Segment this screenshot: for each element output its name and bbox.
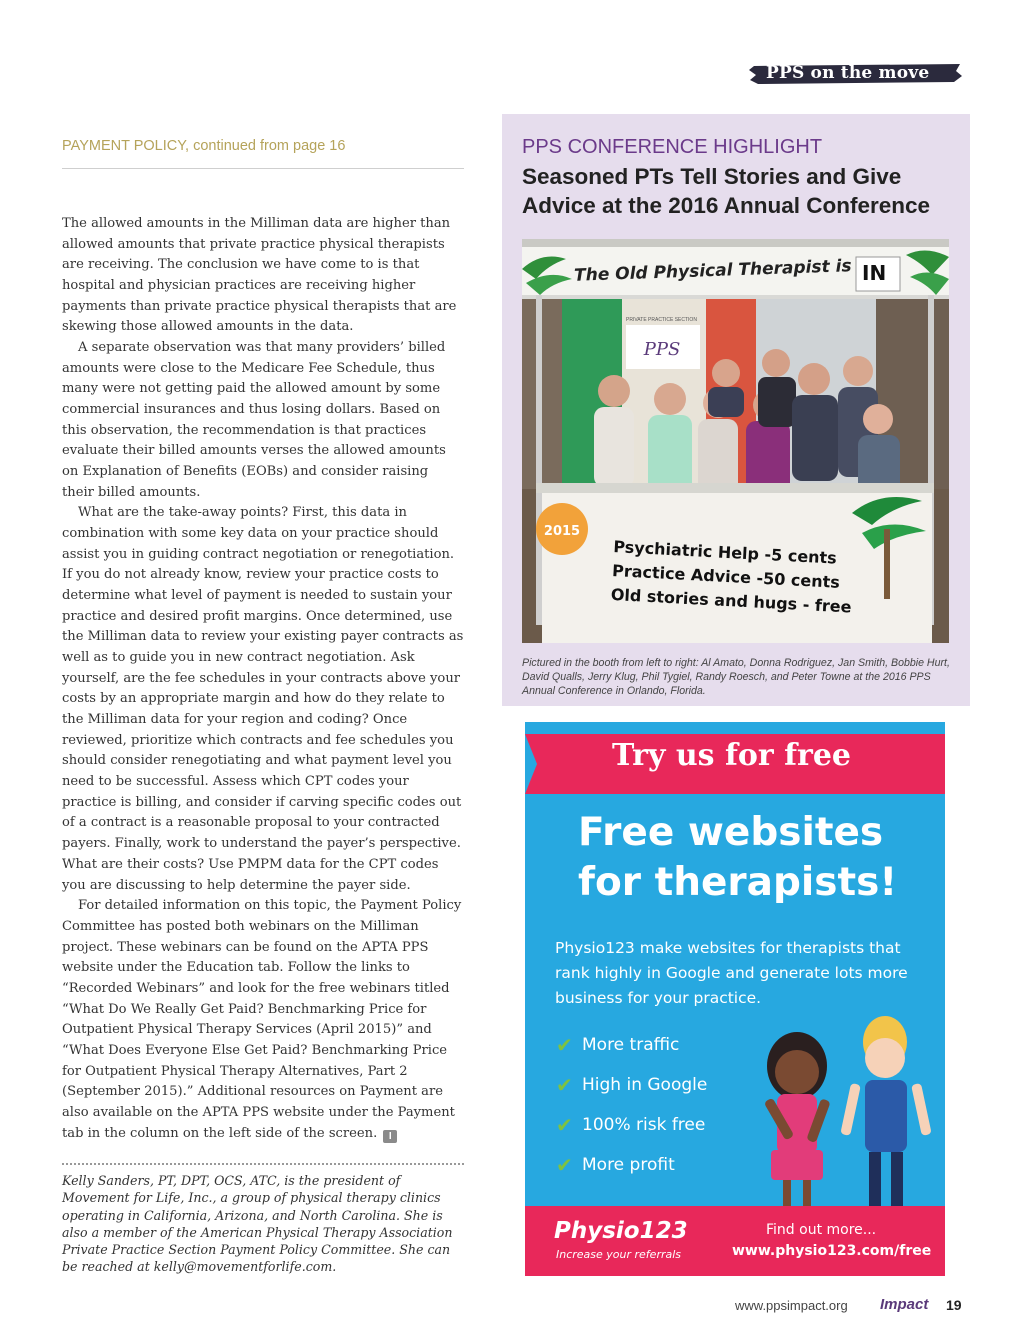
booth-banner-text: The Old Physical Therapist is (573, 256, 852, 286)
booth-org-text: PRIVATE PRACTICE SECTION (626, 317, 697, 323)
ad-brand-logo: Physio123 (554, 1218, 688, 1244)
booth-sign (610, 535, 854, 620)
ad-ribbon-text: Try us for free (612, 738, 852, 773)
booth-logo-text: PPS (643, 339, 681, 360)
ad-description: Physio123 make websites for therapists that rank highly in Google and generate lots more business for your practice. (555, 939, 908, 1007)
check-icon: ✔ (556, 1073, 573, 1097)
ad-headline-line: for therapists! (578, 860, 898, 905)
sign-line: Practice Advice -50 cents (611, 560, 841, 592)
ad-feature: ✔ 100% risk free (556, 1113, 706, 1137)
ad-find-out: Find out more... (766, 1222, 877, 1238)
page-number: 19 (946, 1297, 962, 1313)
highlight-kicker: PPS CONFERENCE HIGHLIGHT (522, 136, 823, 158)
sign-line: Old stories and hugs - free (610, 584, 852, 617)
paragraph: A separate observation was that many providers’ billed amounts were close to the Medicare Fee Schedule, thus many were not getting paid the allowed amount by some commercial insurances and thus losing dollars. Based on this observation, the recommendation is that practices evaluate their billed amounts verses the allowed amounts on Explanation of Benefits (EOBs) and consider raising their billed amounts. (62, 340, 446, 500)
end-of-article-icon: I (383, 1130, 397, 1143)
author-bio: Kelly Sanders, PT, DPT, OCS, ATC, is the president of Movement for Life, Inc., a group of physical therapy clinics operating in California, Arizona, and North Carolina. She is also a member of the American Physical Therapy Association Private Practice Section Payment Policy Committee. She can be reached at kelly@movementforlife.com. (62, 1173, 453, 1275)
ad-headline (578, 808, 897, 908)
continued-from-label: PAYMENT POLICY, continued from page 16 (62, 138, 346, 154)
paragraph: The allowed amounts in the Milliman data are higher than allowed amounts that private practice physical therapists are receiving. The conclusion we have come to is that hospital and physician practices are receiving higher payments than private practice physical therapists that are skewing those allowed amounts in the data. (62, 216, 457, 335)
ad-feature-list (556, 1032, 707, 1192)
booth-in-sign: IN (862, 261, 887, 285)
section-badge (748, 62, 964, 86)
ad-feature: ✔ More traffic (556, 1033, 680, 1057)
divider (62, 168, 464, 169)
footer-url[interactable]: www.ppsimpact.org (735, 1298, 848, 1313)
paragraph-last (62, 896, 464, 1144)
paragraph: For detailed information on this topic, the Payment Policy Committee has posted both webinars on the Milliman project. These webinars can be found on the APTA PPS website under the Education tab. Follow the links to “Recorded Webinars” and look for the free webinars titled “What Do We Really Get Paid? Benchmarking Price for Outpatient Physical Therapy Services (April 2015)” and “What Does Everyone Else Get Paid? Benchmarking Price for Outpatient Physical Therapy Alternatives, Part 2 (September 2015).” Additional resources on Payment are also available on the APTA PPS website under the Payment tab in the column on the left side of the screen. (62, 898, 462, 1141)
paragraph: What are the take-away points? First, this data in combination with some key data on your practice should assist you in guiding contract negotiation or renegotiation. If you do not already know, review your practice costs to determine what level of payment is needed to sustain your practice and desired profit margins. Once determined, use the Milliman data to review your existing payer contracts as well as to guide you in new contract negotiation. Ask yourself, are the fee schedules in your contracts above your costs by an appropriate margin and how do they relate to the Milliman data for your region and coding? Once reviewed, prioritize which contracts and fee schedules you should consider renegotiating and what payment level you need to be successful. Assess which CPT codes your practice is billing, and consider if carving specific codes out of a contract is a reasonable proposal to your contracted payers. Finally, work to understand the payer’s perspective. What are their costs? Use PMPM data for the CPT codes you are discussing to help determine the payer side. (62, 505, 464, 893)
check-icon: ✔ (556, 1033, 573, 1057)
bio-divider (62, 1163, 464, 1165)
check-icon: ✔ (556, 1113, 573, 1137)
highlight-title: Seasoned PTs Tell Stories and Give Advice at the 2016 Annual Conference (522, 164, 931, 218)
photo-caption: Pictured in the booth from left to right: Al Amato, Donna Rodriguez, Jan Smith, Bobbie Hurt, David Qualls, Jerry Klug, Phil Tygiel, Randy Roesch, and Peter Towne at the 2016 PPS Annual Conference in Orlando, Florida. (522, 657, 950, 697)
check-icon: ✔ (556, 1153, 573, 1177)
ad-headline-line: Free websites (578, 810, 884, 855)
footer-magazine-name: Impact (880, 1296, 929, 1313)
article-body (62, 214, 464, 1144)
year-badge-text: 2015 (543, 524, 581, 539)
ad-feature: ✔ More profit (556, 1153, 675, 1177)
section-badge-label: PPS on the move (766, 63, 930, 83)
sign-line: Psychiatric Help -5 cents (612, 536, 838, 568)
booth-photo (522, 239, 949, 643)
ad-ribbon (0, 738, 1024, 778)
ad-brand-tagline: Increase your referrals (556, 1248, 682, 1261)
ad-url-link[interactable]: www.physio123.com/free (732, 1243, 932, 1259)
ad-feature: ✔ High in Google (556, 1073, 708, 1097)
